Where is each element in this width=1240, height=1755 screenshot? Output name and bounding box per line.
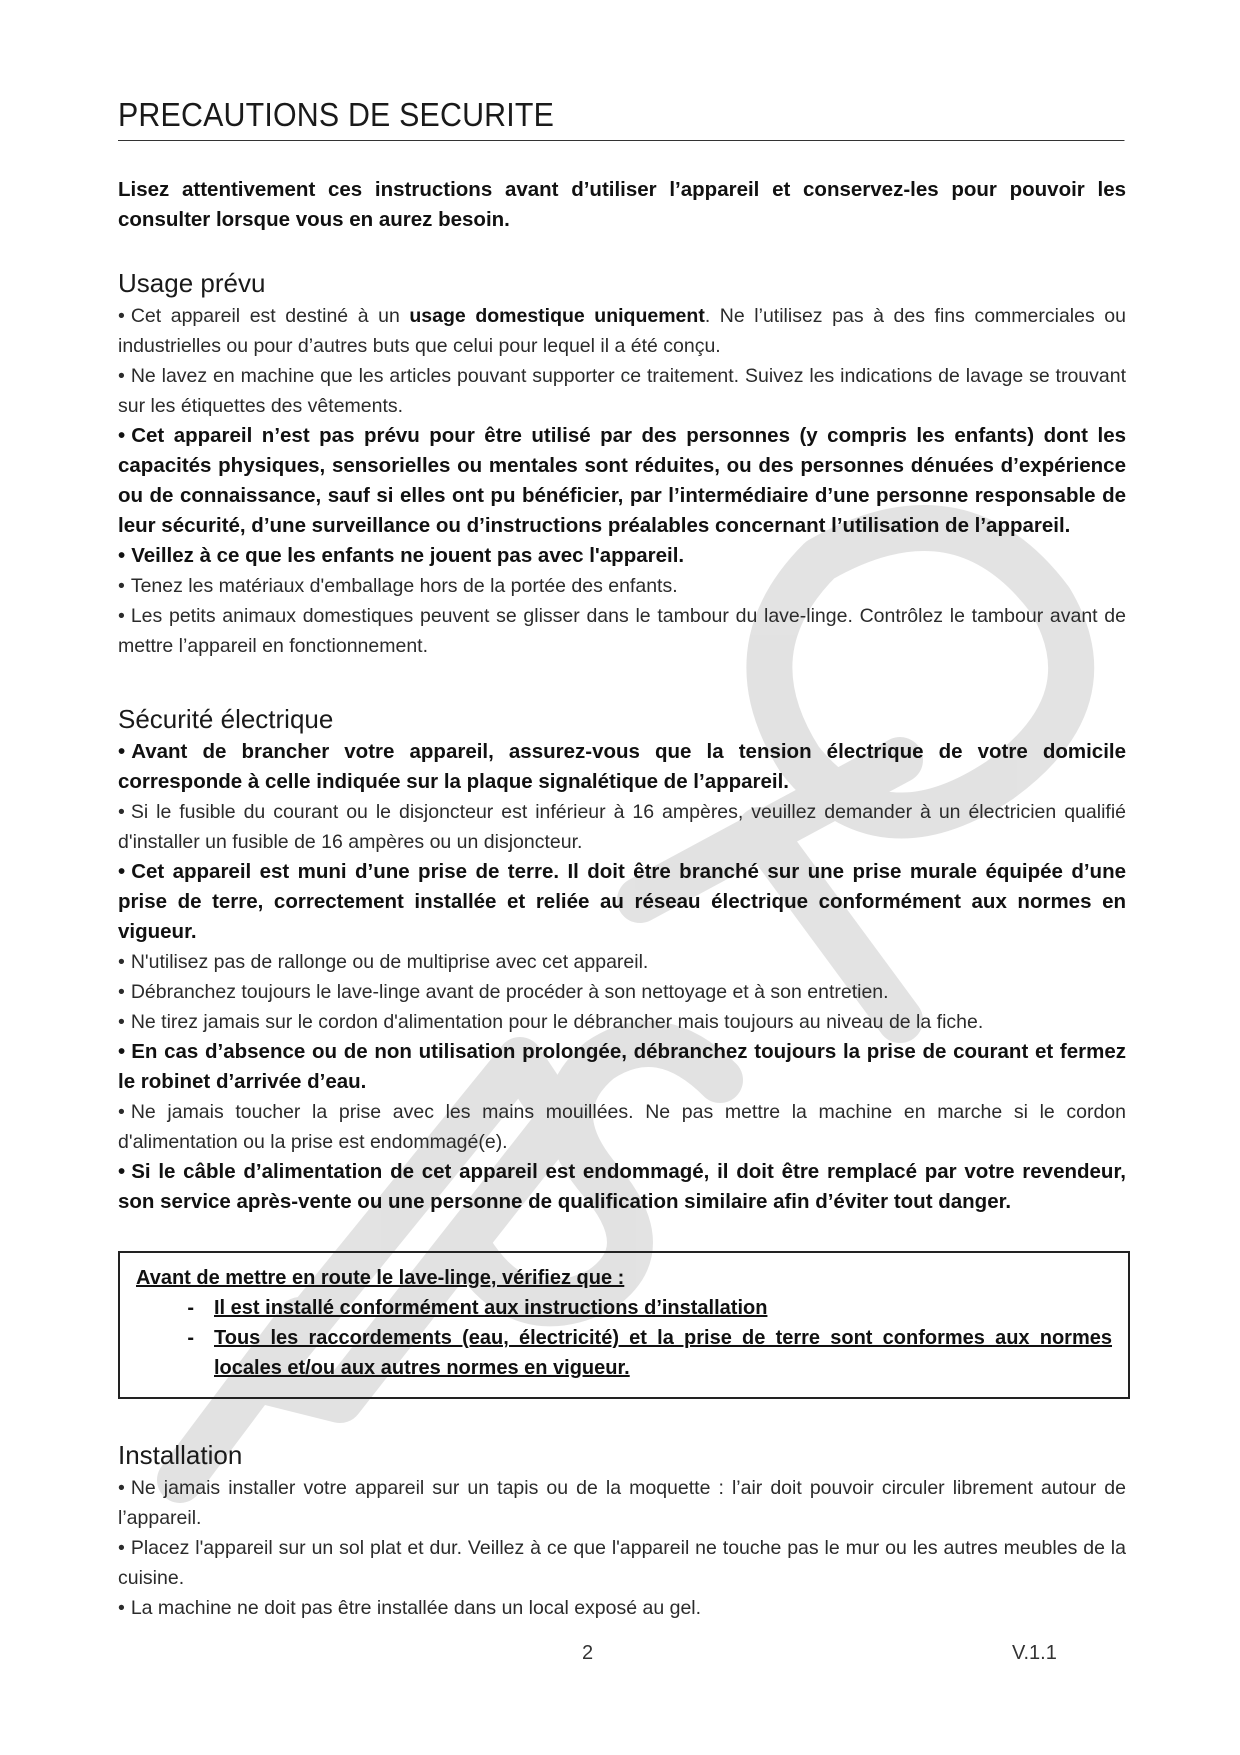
list-item: • En cas d’absence ou de non utilisation prolongée, débranchez toujours la prise de courant et fermez le robinet d’arrivée d’eau. — [118, 1040, 1126, 1093]
list-item: • Cet appareil n’est pas prévu pour être utilisé par des personnes (y compris les enfants) dont les capacités physiques, sensorielles ou mentales sont réduites, ou des personnes dénuées d’expérience ou de connaissance, sauf si elles ont pu bénéficier, par l’intermédiaire d’une personne responsable de leur sécurité, d’une surveillance ou d’instructions préalables concernant l’utilisation de l’appareil. — [118, 424, 1126, 537]
intro-paragraph: Lisez attentivement ces instructions avant d’utiliser l’appareil et conservez-les pour pouvoir les consulter lorsque vous en aurez besoin. — [118, 178, 1126, 231]
list-item: • N'utilisez pas de rallonge ou de multiprise avec cet appareil. — [118, 951, 649, 973]
bullet-icon: • — [118, 1040, 126, 1063]
bullet-list — [118, 1473, 1126, 1623]
list-item: • Si le câble d’alimentation de cet appareil est endommagé, il doit être remplacé par votre revendeur, son service après-vente ou une personne de qualification similaire afin d’éviter tout danger. — [118, 1160, 1126, 1213]
bullet-icon: • — [118, 575, 125, 597]
section-installation — [118, 1437, 1126, 1623]
list-item: • Placez l'appareil sur un sol plat et dur. Veillez à ce que l'appareil ne touche pas le mur ou les autres meubles de la cuisine. — [118, 1537, 1126, 1589]
bullet-icon: • — [118, 424, 126, 447]
bullet-icon: • — [118, 1160, 126, 1183]
dash-icon: - — [187, 1297, 194, 1319]
list-item: • Avant de brancher votre appareil, assurez-vous que la tension électrique de votre domicile corresponde à celle indiquée sur la plaque signalétique de l’appareil. — [118, 740, 1126, 793]
list-item: • Cet appareil est muni d’une prise de terre. Il doit être branché sur une prise murale équipée d’une prise de terre, correctement installée et reliée au réseau électrique conformément aux normes en vigueur. — [118, 860, 1126, 943]
bullet-icon: • — [118, 1537, 125, 1559]
list-item: • Ne tirez jamais sur le cordon d'alimentation pour le débrancher mais toujours au niveau de la fiche. — [118, 1011, 984, 1033]
dash-icon: - — [187, 1327, 194, 1349]
list-item: • Ne jamais toucher la prise avec les mains mouillées. Ne pas mettre la machine en marche si le cordon d'alimentation ou la prise est endommagé(e). — [118, 1101, 1126, 1153]
version-label: V.1.1 — [1012, 1642, 1057, 1664]
bullet-icon: • — [118, 860, 126, 883]
checklist-item-text: Tous les raccordements (eau, électricité) et la prise de terre sont conformes aux normes locales et/ou aux autres normes en vigueur. — [214, 1327, 1112, 1379]
list-item: • Tenez les matériaux d'emballage hors de la portée des enfants. — [118, 575, 678, 597]
checklist-item-text: Il est installé conformément aux instructions d’installation — [214, 1297, 768, 1319]
list-item: • Ne jamais installer votre appareil sur un tapis ou de la moquette : l’air doit pouvoir circuler librement autour de l’appareil. — [118, 1477, 1126, 1529]
checklist-item — [136, 1323, 1112, 1383]
bullet-icon: • — [118, 365, 125, 387]
bullet-icon: • — [118, 951, 125, 973]
bullet-icon: • — [118, 544, 126, 567]
checklist-heading: Avant de mettre en route le lave-linge, vérifiez que : — [136, 1267, 625, 1289]
pre-start-checklist-box — [118, 1251, 1130, 1399]
bullet-icon: • — [118, 740, 126, 763]
bullet-icon: • — [118, 605, 125, 627]
bullet-icon: • — [118, 801, 125, 823]
list-item: • Débranchez toujours le lave-linge avant de procéder à son nettoyage et à son entretien. — [118, 981, 889, 1003]
bullet-list — [118, 737, 1126, 1217]
list-item: • Cet appareil est destiné à un usage domestique uniquement. Ne l’utilisez pas à des fins commerciales ou industrielles ou pour d’autres buts que celui pour lequel il a été conçu. — [118, 305, 1126, 357]
list-item: • Si le fusible du courant ou le disjoncteur est inférieur à 16 ampères, veuillez demander à un électricien qualifié d'installer un fusible de 16 ampères ou un disjoncteur. — [118, 801, 1126, 853]
bullet-list — [118, 301, 1126, 661]
page-number: 2 — [582, 1642, 594, 1664]
section-heading: Usage prévu — [118, 268, 266, 298]
list-item: • Veillez à ce que les enfants ne jouent pas avec l'appareil. — [118, 544, 685, 567]
section-heading: Installation — [118, 1440, 243, 1470]
bullet-icon: • — [118, 1597, 125, 1619]
bullet-icon: • — [118, 981, 125, 1003]
emphasis-text: usage domestique uniquement — [409, 305, 705, 327]
document-page — [118, 96, 1126, 1623]
list-item: • Les petits animaux domestiques peuvent se glisser dans le tambour du lave-linge. Contrôlez le tambour avant de mettre l’appareil en fonctionnement. — [118, 605, 1126, 657]
section-usage — [118, 265, 1126, 661]
section-heading: Sécurité électrique — [118, 704, 334, 734]
bullet-icon: • — [118, 305, 125, 327]
bullet-icon: • — [118, 1101, 125, 1123]
list-item: • La machine ne doit pas être installée dans un local exposé au gel. — [118, 1597, 702, 1619]
bullet-icon: • — [118, 1477, 125, 1499]
checklist-item — [136, 1293, 1112, 1323]
list-item: • Ne lavez en machine que les articles pouvant supporter ce traitement. Suivez les indications de lavage se trouvant sur les étiquettes des vêtements. — [118, 365, 1126, 417]
bullet-icon: • — [118, 1011, 125, 1033]
page-title: PRECAUTIONS DE SECURITE — [118, 96, 1124, 141]
section-electrical — [118, 701, 1126, 1217]
